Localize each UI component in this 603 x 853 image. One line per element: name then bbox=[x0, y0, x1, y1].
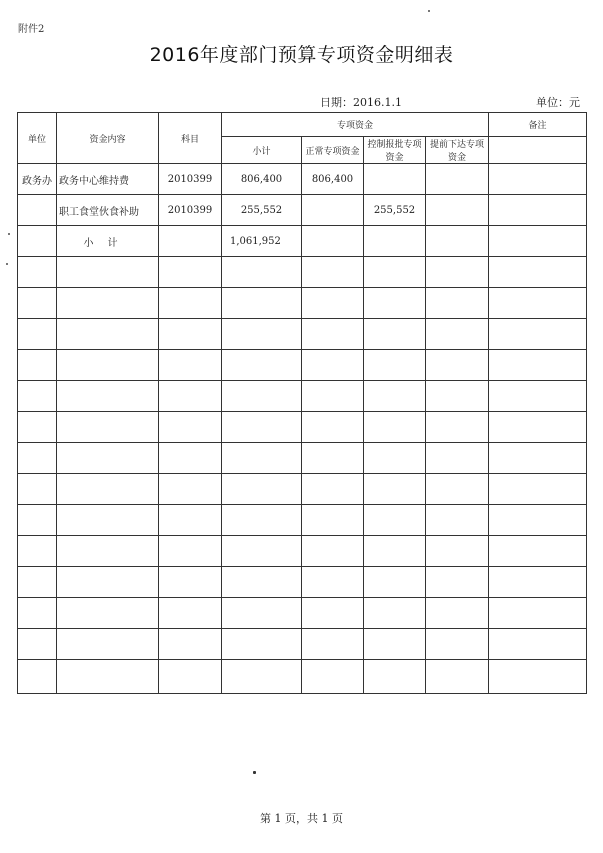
date-label: 日期：2016.1.1 bbox=[320, 96, 402, 109]
cell-subtotal: 806,400 bbox=[222, 164, 302, 195]
cell-unit bbox=[18, 195, 57, 226]
cell-control bbox=[364, 164, 426, 195]
cell-subject: 2010399 bbox=[159, 164, 222, 195]
header-remarks-blank bbox=[489, 137, 587, 164]
cell-subtotal: 255,552 bbox=[222, 195, 302, 226]
cell-remarks bbox=[489, 164, 587, 195]
empty-row bbox=[18, 629, 587, 660]
cell-regular bbox=[302, 195, 364, 226]
cell-unit bbox=[18, 226, 57, 257]
cell-advance bbox=[426, 195, 489, 226]
scan-mark bbox=[253, 771, 256, 774]
empty-row bbox=[18, 567, 587, 598]
empty-row bbox=[18, 412, 587, 443]
table-row-subtotal bbox=[18, 226, 587, 257]
cell-subtotal-total: 1,061,952 bbox=[222, 226, 302, 257]
cell-subject bbox=[159, 226, 222, 257]
scan-speck bbox=[6, 263, 8, 265]
header-subject: 科目 bbox=[159, 113, 222, 164]
page-title: 2016年度部门预算专项资金明细表 bbox=[149, 44, 454, 66]
cell-remarks bbox=[489, 226, 587, 257]
header-remarks: 备注 bbox=[489, 113, 587, 137]
header-regular: 正常专项资金 bbox=[302, 137, 364, 164]
cell-content: 职工食堂伙食补助 bbox=[57, 195, 159, 226]
page-footer: 第 1 页，共 1 页 bbox=[260, 812, 343, 825]
empty-row bbox=[18, 474, 587, 505]
funds-table bbox=[17, 112, 587, 694]
empty-row bbox=[18, 257, 587, 288]
cell-advance bbox=[426, 226, 489, 257]
cell-regular: 806,400 bbox=[302, 164, 364, 195]
table-row bbox=[18, 164, 587, 195]
header-content: 资金内容 bbox=[57, 113, 159, 164]
empty-row bbox=[18, 443, 587, 474]
empty-row bbox=[18, 381, 587, 412]
empty-row bbox=[18, 660, 587, 694]
table-row bbox=[18, 195, 587, 226]
empty-row bbox=[18, 505, 587, 536]
empty-row bbox=[18, 319, 587, 350]
header-control: 控制报批专项资金 bbox=[364, 137, 426, 164]
header-special-funds: 专项资金 bbox=[222, 113, 489, 137]
empty-row bbox=[18, 288, 587, 319]
cell-subject: 2010399 bbox=[159, 195, 222, 226]
scan-speck bbox=[428, 10, 430, 12]
annex-label: 附件2 bbox=[18, 24, 45, 35]
empty-row bbox=[18, 536, 587, 567]
unit-label: 单位：元 bbox=[536, 96, 580, 109]
header-advance: 提前下达专项资金 bbox=[426, 137, 489, 164]
cell-content: 政务中心维持费 bbox=[57, 164, 159, 195]
scan-speck bbox=[8, 233, 10, 235]
cell-control: 255,552 bbox=[364, 195, 426, 226]
empty-row bbox=[18, 598, 587, 629]
cell-advance bbox=[426, 164, 489, 195]
cell-regular bbox=[302, 226, 364, 257]
empty-row bbox=[18, 350, 587, 381]
header-unit: 单位 bbox=[18, 113, 57, 164]
cell-remarks bbox=[489, 195, 587, 226]
cell-control bbox=[364, 226, 426, 257]
header-subtotal: 小计 bbox=[222, 137, 302, 164]
cell-unit: 政务办 bbox=[18, 164, 57, 195]
cell-subtotal-label: 小计 bbox=[57, 226, 159, 257]
